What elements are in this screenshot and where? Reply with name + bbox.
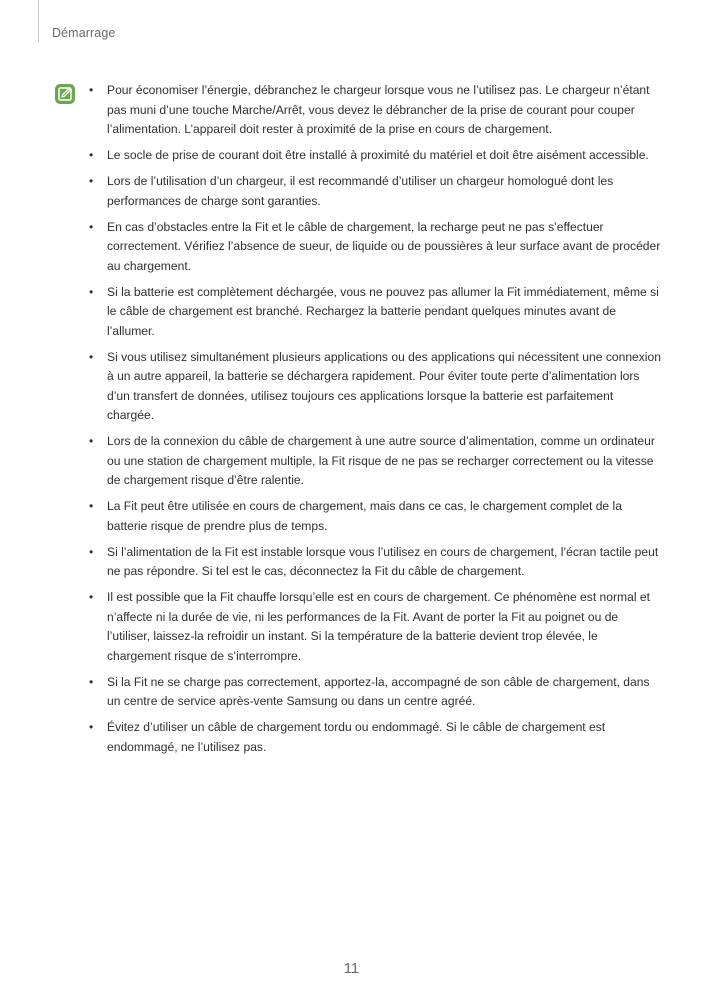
list-item: • Évitez d’utiliser un câble de chargement tordu ou endommagé. Si le câble de chargement est endommagé, ne l’utilisez pas. — [89, 720, 606, 754]
note-list — [88, 81, 663, 764]
bullet-icon: • — [89, 148, 94, 162]
bullet-icon: • — [89, 174, 94, 188]
list-item: • Si l’alimentation de la Fit est instable lorsque vous l’utilisez en cours de chargement, l’écran tactile peut ne pas répondre. Si tel est le cas, déconnectez la Fit du câble de chargement. — [89, 544, 659, 578]
list-item: • Lors de l’utilisation d’un chargeur, il est recommandé d’utiliser un chargeur homologué dont les performances de charge sont garanties. — [89, 174, 614, 208]
page-number: 11 — [343, 960, 360, 977]
list-item: • Le socle de prise de courant doit être installé à proximité du matériel et doit être aisément accessible. — [88, 146, 663, 166]
bullet-icon: • — [89, 219, 94, 234]
list-item: • La Fit peut être utilisée en cours de chargement, mais dans ce cas, le chargement complet de la batterie risque de prendre plus de temps. — [89, 499, 622, 533]
bullet-icon: • — [89, 720, 94, 734]
list-item: • Pour économiser l’énergie, débranchez le chargeur lorsque vous ne l’utilisez pas. Le chargeur n’étant pas muni d’une touche Marche/Arrêt, vous devez le débrancher de la prise de courant pour couper l’alimentation. L’appareil doit rester à proximité de la prise en cours de chargement. — [89, 83, 650, 136]
header-divider — [38, 0, 39, 42]
note-icon — [54, 83, 76, 105]
list-item: • Il est possible que la Fit chauffe lorsqu’elle est en cours de chargement. Ce phénomène est normal et n’affecte ni la durée de vie, ni les performances de la Fit. Avant de porter la Fit au poignet ou de l’utiliser, laissez-la refroidir un instant. Si la température de la batterie devient trop élevée, le chargement risque de s’interrompre. — [89, 590, 650, 663]
list-item: • Si la batterie est complètement déchargée, vous ne pouvez pas allumer la Fit immédiatement, même si le câble de chargement est branché. Rechargez la batterie pendant quelques minutes avant de l’allumer. — [89, 284, 659, 338]
bullet-icon: • — [89, 590, 94, 604]
bullet-icon: • — [89, 544, 94, 559]
bullet-icon: • — [89, 284, 94, 299]
list-item: • Si la Fit ne se charge pas correctement, apportez-la, accompagné de son câble de chargement, dans un centre de service après-vente Samsung ou dans un centre agréé. — [89, 674, 650, 708]
list-item: • En cas d’obstacles entre la Fit et le câble de chargement, la recharge peut ne pas s’effectuer correctement. Vérifiez l’absence de sueur, de liquide ou de poussières à leur surface avant de procéder au chargement. — [89, 219, 661, 273]
bullet-icon: • — [89, 434, 94, 448]
section-title: Démarrage — [52, 26, 116, 40]
bullet-icon: • — [89, 499, 94, 513]
bullet-icon: • — [89, 83, 94, 97]
bullet-icon: • — [89, 674, 94, 689]
list-item: • Si vous utilisez simultanément plusieurs applications ou des applications qui nécessitent une connexion à un autre appareil, la batterie se déchargera rapidement. Pour éviter toute perte d’alimentation lors d’un transfert de données, utilisez toujours ces applications lorsque la batterie est parfaitement chargée. — [89, 349, 661, 422]
list-item: • Lors de la connexion du câble de chargement à une autre source d’alimentation, comme un ordinateur ou une station de chargement multiple, la Fit risque de ne pas se recharger correctement ou la vitesse de chargement risque d’être ralentie. — [89, 434, 655, 487]
bullet-icon: • — [89, 349, 94, 364]
